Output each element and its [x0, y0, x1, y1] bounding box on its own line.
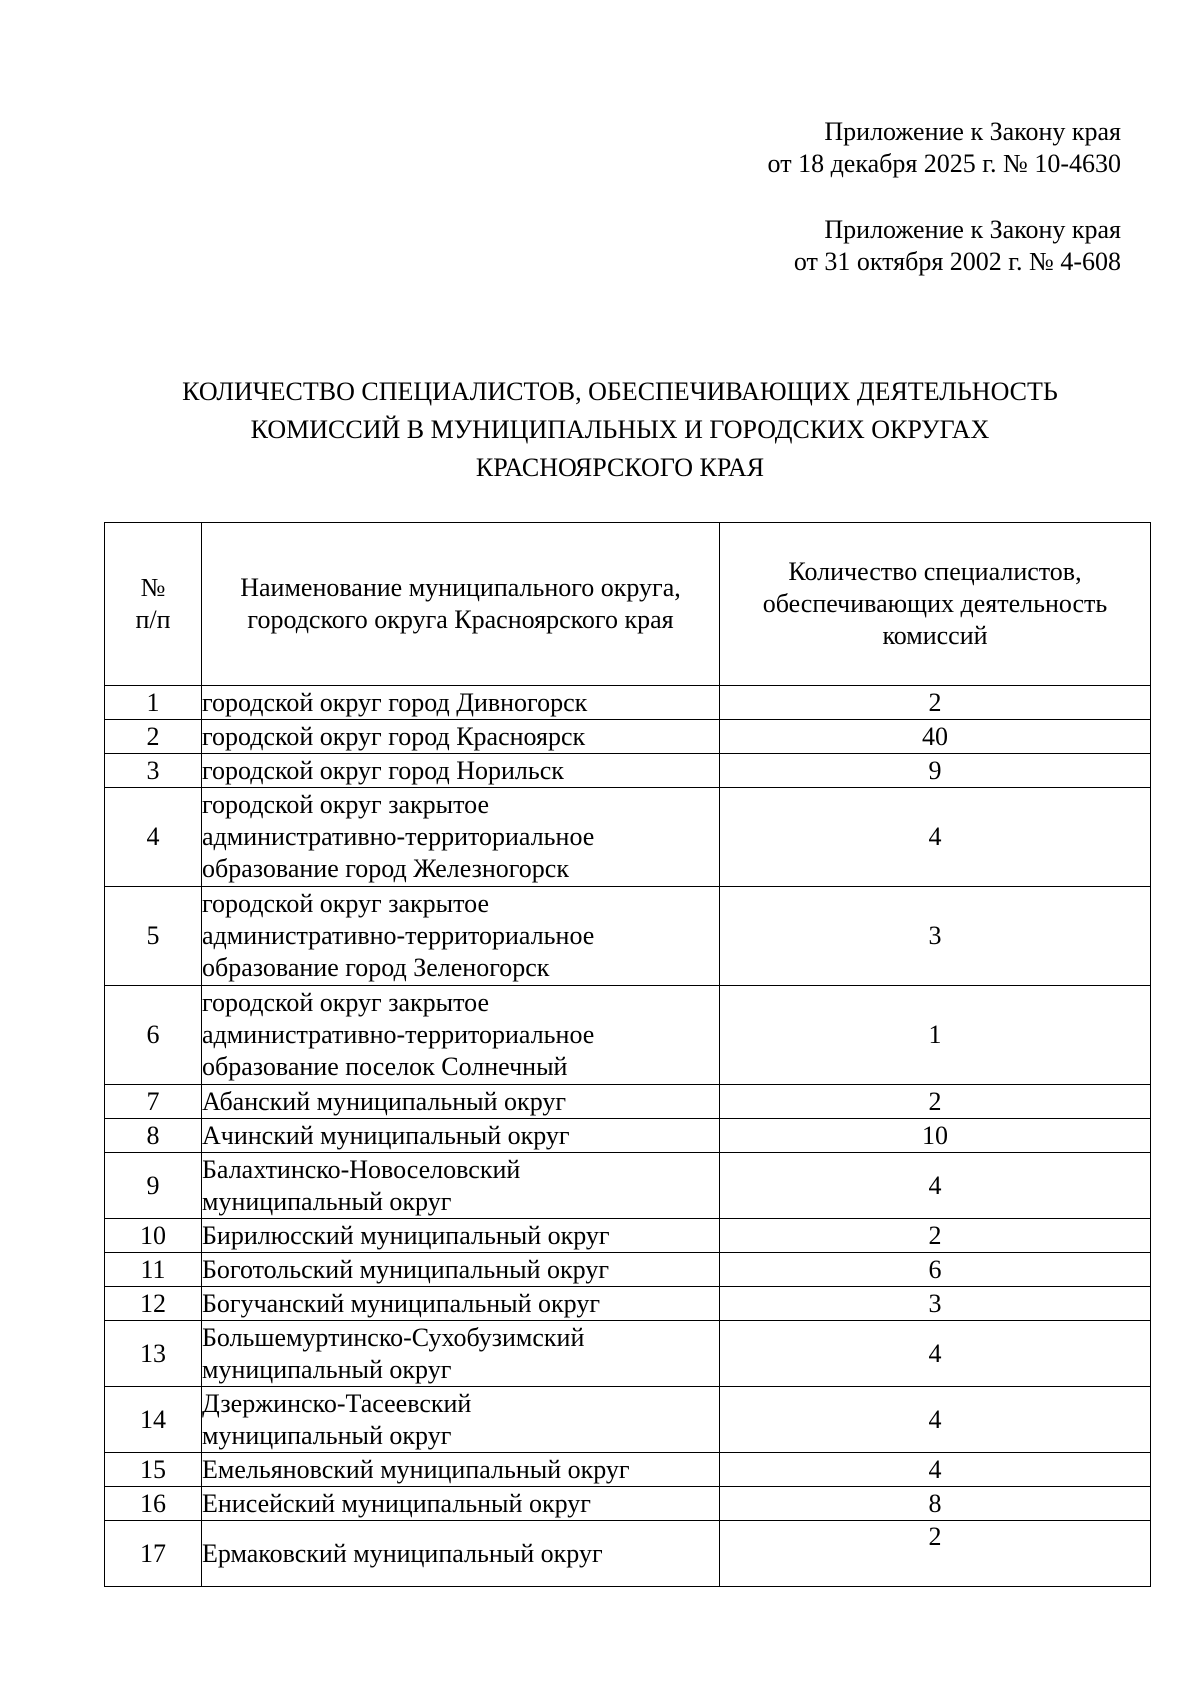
table-header-row — [105, 523, 1151, 686]
row-number: 4 — [105, 788, 202, 887]
table-row — [105, 1387, 1151, 1453]
district-name-line: Балахтинско-Новоселовский — [202, 1154, 521, 1184]
table-row — [105, 986, 1151, 1085]
district-name-line: Ачинский муниципальный округ — [202, 1120, 570, 1150]
district-name — [202, 1287, 720, 1321]
row-number: 3 — [105, 754, 202, 788]
table-row — [105, 887, 1151, 986]
specialist-count: 6 — [720, 1253, 1151, 1287]
table-row — [105, 1521, 1151, 1587]
district-name — [202, 1387, 720, 1453]
row-number: 2 — [105, 720, 202, 754]
district-name — [202, 1521, 720, 1587]
specialist-count: 4 — [720, 788, 1151, 887]
district-name-line: городской округ город Красноярск — [202, 721, 586, 751]
table-body — [105, 686, 1151, 1587]
specialist-count: 4 — [720, 1321, 1151, 1387]
district-name-line: Енисейский муниципальный округ — [202, 1488, 591, 1518]
district-name-line: административно-территориальное — [202, 921, 595, 950]
district-name — [202, 720, 720, 754]
specialist-count: 2 — [720, 686, 1151, 720]
table-row — [105, 1487, 1151, 1521]
row-number: 7 — [105, 1085, 202, 1119]
row-number: 15 — [105, 1453, 202, 1487]
specialist-count: 4 — [720, 1387, 1151, 1453]
specialists-table — [104, 522, 1151, 1587]
appendix-law-date-number: от 31 октября 2002 г. № 4-608 — [793, 247, 1121, 276]
row-number: 16 — [105, 1487, 202, 1521]
appendix-reference-current — [768, 116, 1121, 180]
table-row — [105, 788, 1151, 887]
district-name-line: городской округ город Норильск — [202, 755, 564, 785]
row-number: 10 — [105, 1219, 202, 1253]
specialist-count: 10 — [720, 1119, 1151, 1153]
row-number: 13 — [105, 1321, 202, 1387]
district-name — [202, 1085, 720, 1119]
district-name — [202, 1253, 720, 1287]
specialist-count: 8 — [720, 1487, 1151, 1521]
table-row — [105, 1321, 1151, 1387]
district-name — [202, 1219, 720, 1253]
table-row — [105, 754, 1151, 788]
title-line: КОМИССИЙ В МУНИЦИПАЛЬНЫХ И ГОРОДСКИХ ОКРУГАХ — [250, 415, 990, 444]
district-name-line: Большемуртинско-Сухобузимский — [202, 1322, 585, 1352]
table-row — [105, 1219, 1151, 1253]
row-number: 9 — [105, 1153, 202, 1219]
district-name-line: Ермаковский муниципальный округ — [202, 1538, 603, 1568]
specialist-count: 3 — [720, 1287, 1151, 1321]
row-number: 1 — [105, 686, 202, 720]
header-number: № п/п — [105, 523, 202, 686]
district-name-line: городской округ город Дивногорск — [202, 687, 588, 717]
district-name-line: образование город Зеленогорск — [202, 953, 550, 982]
district-name — [202, 686, 720, 720]
district-name-line: муниципальный округ — [202, 1354, 452, 1384]
district-name-line: административно-территориальное — [202, 1020, 595, 1049]
table-row — [105, 1253, 1151, 1287]
document-title — [0, 373, 1200, 487]
specialist-count: 3 — [720, 887, 1151, 986]
table-row — [105, 1453, 1151, 1487]
district-name-line: административно-территориальное — [202, 822, 595, 851]
district-name-line: Бирилюсский муниципальный округ — [202, 1220, 610, 1250]
row-number: 6 — [105, 986, 202, 1085]
appendix-reference-original — [794, 214, 1121, 278]
district-name-line: Абанский муниципальный округ — [202, 1086, 567, 1116]
district-name — [202, 887, 720, 986]
district-name — [202, 754, 720, 788]
district-name-line: городской округ закрытое — [202, 790, 490, 819]
specialist-count: 2 — [720, 1085, 1151, 1119]
district-name-line: Боготольский муниципальный округ — [202, 1254, 609, 1284]
header-name: Наименование муниципального округа, городского округа Красноярского края — [202, 523, 720, 686]
specialist-count: 4 — [720, 1153, 1151, 1219]
appendix-law-date-number: от 18 декабря 2025 г. № 10-4630 — [767, 149, 1121, 178]
title-line: КРАСНОЯРСКОГО КРАЯ — [475, 453, 765, 482]
table-row — [105, 1119, 1151, 1153]
row-number: 17 — [105, 1521, 202, 1587]
table-row — [105, 1287, 1151, 1321]
district-name — [202, 1119, 720, 1153]
specialist-count: 1 — [720, 986, 1151, 1085]
district-name-line: образование поселок Солнечный — [202, 1052, 568, 1081]
district-name — [202, 1487, 720, 1521]
district-name — [202, 1321, 720, 1387]
specialist-count: 9 — [720, 754, 1151, 788]
title-line: КОЛИЧЕСТВО СПЕЦИАЛИСТОВ, ОБЕСПЕЧИВАЮЩИХ ДЕЯТЕЛЬНОСТЬ — [182, 377, 1058, 406]
district-name — [202, 788, 720, 887]
specialist-count: 40 — [720, 720, 1151, 754]
district-name-line: образование город Железногорск — [202, 854, 569, 883]
row-number: 11 — [105, 1253, 202, 1287]
header-count: Количество специалистов, обеспечивающих деятельность комиссий — [720, 523, 1151, 686]
specialist-count: 4 — [720, 1453, 1151, 1487]
district-name — [202, 1153, 720, 1219]
district-name-line: Дзержинско-Тасеевский — [202, 1388, 472, 1418]
district-name-line: муниципальный округ — [202, 1186, 452, 1216]
table-row — [105, 1085, 1151, 1119]
row-number: 5 — [105, 887, 202, 986]
district-name — [202, 1453, 720, 1487]
specialist-count: 2 — [720, 1521, 1151, 1587]
appendix-label: Приложение к Закону края — [824, 215, 1121, 244]
district-name-line: городской округ закрытое — [202, 889, 490, 918]
district-name — [202, 986, 720, 1085]
district-name-line: городской округ закрытое — [202, 988, 490, 1017]
row-number: 8 — [105, 1119, 202, 1153]
district-name-line: муниципальный округ — [202, 1420, 452, 1450]
table-row — [105, 720, 1151, 754]
row-number: 12 — [105, 1287, 202, 1321]
specialist-count: 2 — [720, 1219, 1151, 1253]
district-name-line: Емельяновский муниципальный округ — [202, 1454, 630, 1484]
table-row — [105, 1153, 1151, 1219]
row-number: 14 — [105, 1387, 202, 1453]
table-row — [105, 686, 1151, 720]
district-name-line: Богучанский муниципальный округ — [202, 1288, 600, 1318]
appendix-label: Приложение к Закону края — [824, 117, 1121, 146]
